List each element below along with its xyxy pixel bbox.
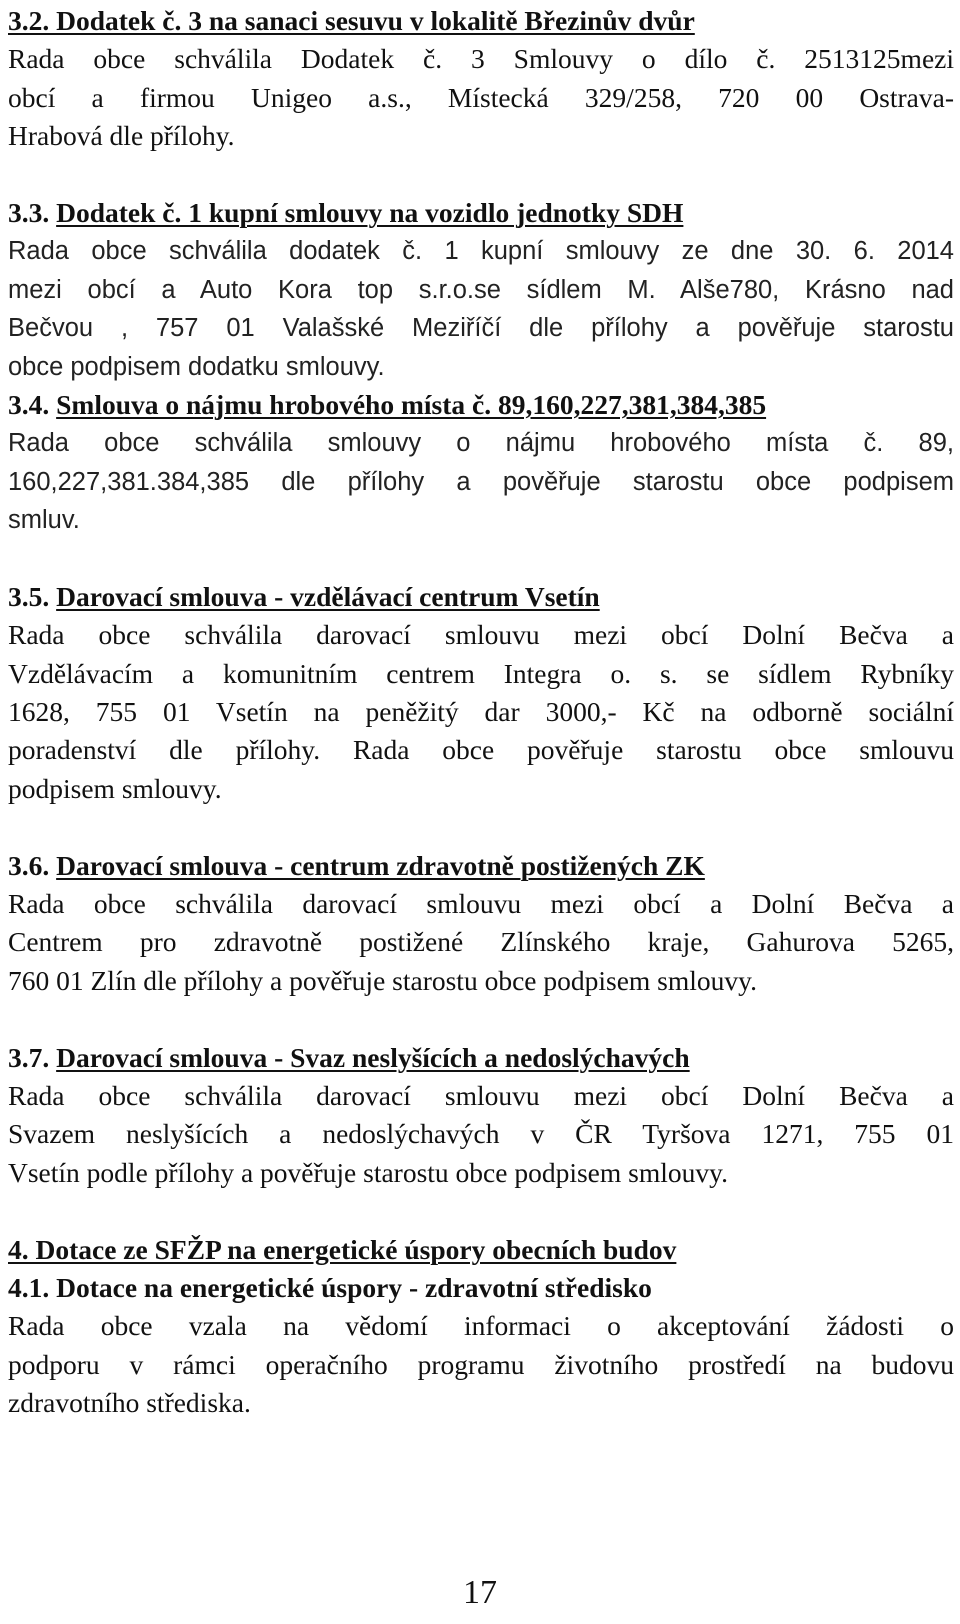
paragraph-line: obcí a firmou Unigeo a.s., Místecká 329/258, 720 00 Ostrava- (8, 81, 954, 113)
section-heading-3-5 (8, 578, 954, 616)
section-heading-3-3 (8, 194, 954, 232)
paragraph-line: 760 01 Zlín dle přílohy a pověřuje starostu obce podpisem smlouvy. (8, 964, 757, 996)
section-title: Darovací smlouva - Svaz neslyšících a nedoslýchavých (56, 1041, 690, 1073)
paragraph-line: 1628, 755 01 Vsetín na peněžitý dar 3000,- Kč na odborně sociální (8, 696, 954, 728)
paragraph-line: Hrabová dle přílohy. (8, 120, 235, 152)
paragraph-line: Rada obce schválila darovací smlouvu mezi obcí Dolní Bečva a (8, 1079, 954, 1111)
paragraph-line: Rada obce schválila dodatek č. 1 kupní smlouvy ze dne 30. 6. 2014 (8, 237, 954, 266)
paragraph-line: poradenství dle přílohy. Rada obce pověřuje starostu obce smlouvu (8, 734, 954, 766)
paragraph-line: Rada obce schválila darovací smlouvu mezi obcí Dolní Bečva a (8, 619, 954, 651)
section-number: 3.3. (8, 196, 50, 228)
paragraph-line: Rada obce schválila darovací smlouvu mezi obcí a Dolní Bečva a (8, 887, 954, 919)
section-title: Darovací smlouva - vzdělávací centrum Vsetín (56, 580, 600, 612)
paragraph-line: podporu v rámci operačního programu životního prostředí na budovu (8, 1348, 954, 1380)
paragraph-line: Rada obce schválila smlouvy o nájmu hrobového místa č. 89, (8, 429, 954, 458)
section-number: 3.6. (8, 849, 50, 881)
paragraph-line: zdravotního střediska. (8, 1387, 251, 1419)
section-number: 3.4. (8, 388, 50, 420)
section-heading-3-2: 3.2. Dodatek č. 3 na sanaci sesuvu v lokalitě Březinův dvůr (8, 5, 695, 36)
paragraph-line: Vzdělávacím a komunitním centrem Integra o. s. se sídlem Rybníky (8, 657, 954, 689)
paragraph-line: Rada obce vzala na vědomí informaci o akceptování žádosti o (8, 1310, 954, 1342)
paragraph-line: podpisem smlouvy. (8, 772, 222, 804)
paragraph-line: Centrem pro zdravotně postižené Zlínského kraje, Gahurova 5265, (8, 926, 954, 958)
section-heading-4-1: 4.1. Dotace na energetické úspory - zdravotní středisko (8, 1271, 652, 1303)
paragraph-line: obce podpisem dodatku smlouvy. (8, 352, 385, 381)
paragraph-line: Vsetín podle přílohy a pověřuje starostu obce podpisem smlouvy. (8, 1156, 728, 1188)
paragraph-line: Bečvou , 757 01 Valašské Meziříčí dle přílohy a pověřuje starostu (8, 314, 954, 343)
section-number: 3.7. (8, 1041, 50, 1073)
section-title: Darovací smlouva - centrum zdravotně postižených ZK (56, 849, 705, 881)
section-heading-3-7 (8, 1039, 954, 1077)
section-heading-3-4 (8, 386, 954, 424)
page-number: 17 (463, 1574, 497, 1611)
paragraph-line: smluv. (8, 506, 80, 535)
section-title: Smlouva o nájmu hrobového místa č. 89,160,227,381,384,385 (56, 388, 767, 420)
paragraph-line: 160,227,381.384,385 dle přílohy a pověřuje starostu obce podpisem (8, 467, 954, 496)
section-heading-3-6 (8, 847, 954, 885)
paragraph-line: mezi obcí a Auto Kora top s.r.o.se sídlem M. Alše780, Krásno nad (8, 275, 954, 304)
paragraph-line: Rada obce schválila Dodatek č. 3 Smlouvy o dílo č. 2513125mezi (8, 43, 954, 75)
section-number: 3.5. (8, 580, 50, 612)
section-heading-4: 4. Dotace ze SFŽP na energetické úspory obecních budov (8, 1233, 677, 1265)
document-page (8, 0, 954, 1422)
section-title: Dodatek č. 1 kupní smlouvy na vozidlo jednotky SDH (56, 196, 684, 228)
paragraph-line: Svazem neslyšících a nedoslýchavých v ČR Tyršova 1271, 755 01 (8, 1118, 954, 1150)
